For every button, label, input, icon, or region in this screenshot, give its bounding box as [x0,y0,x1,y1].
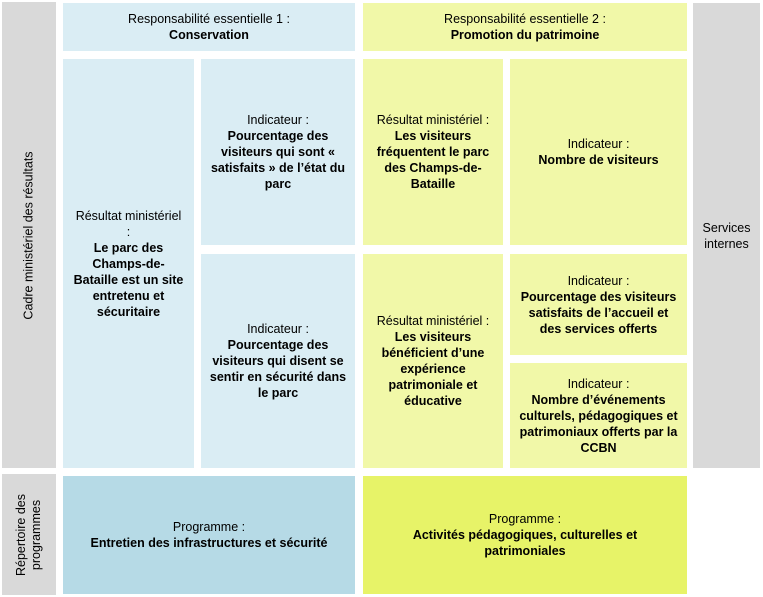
framework-label: Cadre ministériel des résultats [21,150,36,320]
program-1: Programme : Entretien des infrastructures et sécurité [63,476,355,594]
core-responsibility-2: Responsabilité essentielle 2 : Promotion du patrimoine [363,3,687,51]
indicator-4: Indicateur : Pourcentage des visiteurs satisfaits de l’accueil et des services offerts [510,254,687,355]
result-2: Résultat ministériel : Les visiteurs fréquentent le parc des Champs-de-Bataille [363,59,503,245]
indicator-2: Indicateur : Pourcentage des visiteurs qui disent se sentir en sécurité dans le parc [201,254,355,468]
indicator-5: Indicateur : Nombre d’événements culturels, pédagogiques et patrimoniaux offerts par la CCBN [510,363,687,468]
program-inventory-label: Répertoire des programmes [14,493,43,576]
indicator-1: Indicateur : Pourcentage des visiteurs qui sont « satisfaits » de l’état du parc [201,59,355,245]
framework-side-label [2,2,56,468]
result-1: Résultat ministériel : Le parc des Champs-de-Bataille est un site entretenu et sécuritaire [63,59,194,468]
result-3: Résultat ministériel : Les visiteurs bénéficient d’une expérience patrimoniale et éducative [363,254,503,468]
internal-services: Services internes [693,3,760,468]
core-responsibility-1: Responsabilité essentielle 1 : Conservation [63,3,355,51]
indicator-3: Indicateur : Nombre de visiteurs [510,59,687,245]
program-inventory-side-label [2,474,56,595]
program-2: Programme : Activités pédagogiques, culturelles et patrimoniales [363,476,687,594]
